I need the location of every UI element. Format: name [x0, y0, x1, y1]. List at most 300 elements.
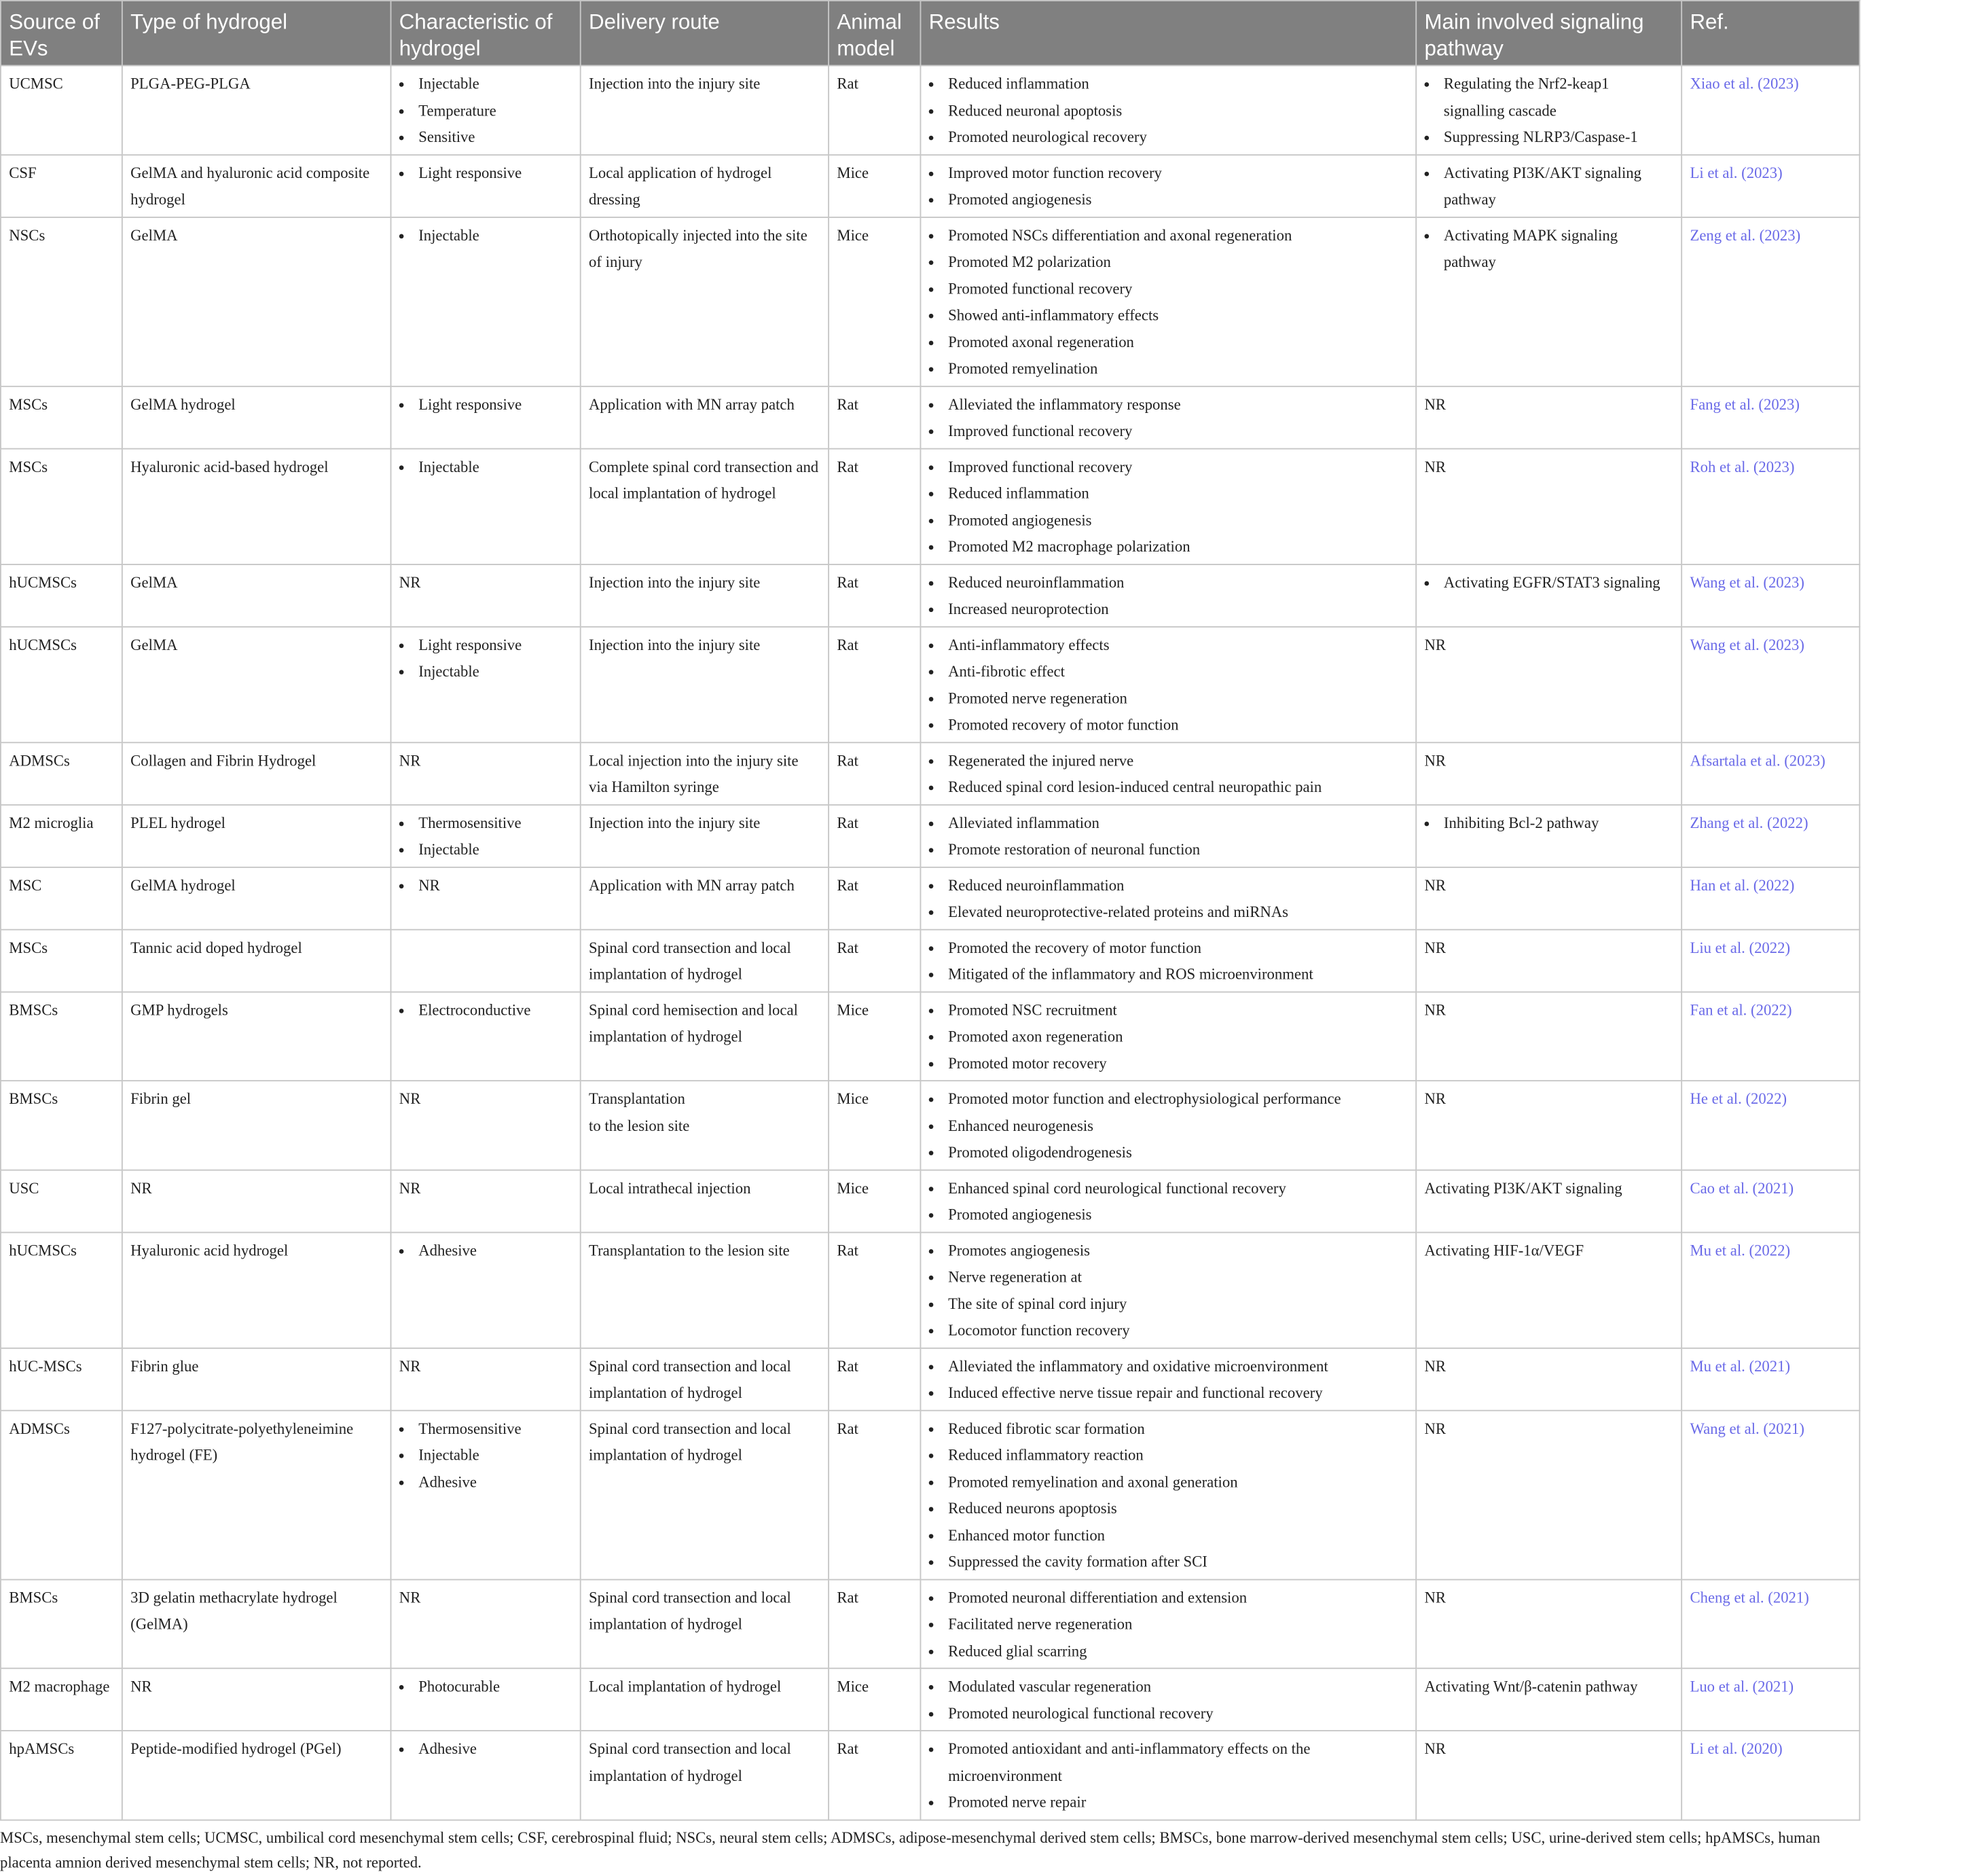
header-ref: Ref. — [1681, 1, 1859, 66]
cell-route — [581, 1348, 829, 1410]
cell-ref: Xiao et al. (2023) — [1681, 66, 1859, 155]
cell-route-line: Injection into the injury site — [589, 636, 761, 654]
list-item: • Improved functional recovery — [942, 454, 1408, 481]
cell-pathway-list — [1425, 71, 1673, 151]
list-item: • Electroconductive — [412, 998, 572, 1024]
cell-hydrogel-line: GelMA — [130, 636, 178, 654]
cell-source: ADMSCs — [1, 742, 122, 805]
cell-hydrogel — [122, 448, 391, 564]
cell-animal: Rat — [829, 929, 920, 992]
cell-ref: Wang et al. (2023) — [1681, 626, 1859, 742]
cell-hydrogel — [122, 564, 391, 627]
cell-pathway — [1416, 867, 1681, 929]
list-item: • Alleviated the inflammatory response — [942, 392, 1408, 418]
list-item: • Reduced spinal cord lesion-induced central neuropathic pain — [942, 775, 1408, 801]
list-item: • Anti-fibrotic effect — [942, 659, 1408, 685]
header-source: Source of EVs — [1, 1, 122, 66]
cell-characteristic — [390, 626, 580, 742]
table-row — [1, 217, 1859, 386]
cell-animal: Mice — [829, 155, 920, 217]
table-row — [1, 386, 1859, 448]
cell-pathway-line: NR — [1424, 752, 1447, 770]
cell-characteristic — [390, 1170, 580, 1232]
list-item: • Injectable — [412, 1443, 572, 1469]
cell-route-line: Transplantation — [589, 1091, 685, 1108]
cell-ref: Luo et al. (2021) — [1681, 1668, 1859, 1731]
cell-pathway — [1416, 626, 1681, 742]
cell-route-line: Transplantation to the lesion site — [589, 1242, 790, 1259]
list-item: • Showed anti-inflammatory effects — [942, 303, 1408, 329]
cell-characteristic-list — [399, 1416, 572, 1496]
list-item: • Injectable — [412, 223, 572, 249]
cell-route — [581, 66, 829, 155]
cell-route-line: Local application of hydrogel dressing — [589, 164, 772, 209]
list-item: • Activating EGFR/STAT3 signaling — [1437, 570, 1673, 596]
list-item: • Promoted functional recovery — [942, 276, 1408, 303]
cell-route-line: Injection into the injury site — [589, 75, 761, 93]
cell-hydrogel — [122, 217, 391, 386]
cell-source: BMSCs — [1, 992, 122, 1081]
cell-results-list — [929, 71, 1408, 151]
cell-animal: Rat — [829, 564, 920, 627]
cell-results-list — [929, 1416, 1408, 1576]
cell-results — [920, 386, 1416, 448]
list-item: • Promoted remyelination — [942, 356, 1408, 382]
cell-source: MSC — [1, 867, 122, 929]
cell-pathway-line: Activating PI3K/AKT signaling — [1424, 1180, 1622, 1197]
cell-results — [920, 1731, 1416, 1820]
cell-hydrogel-line: 3D gelatin methacrylate hydrogel (GelMA) — [130, 1589, 338, 1634]
cell-pathway — [1416, 1579, 1681, 1668]
list-item: • Reduced neuroinflammation — [942, 873, 1408, 899]
cell-pathway-line: NR — [1424, 636, 1447, 654]
table-row — [1, 1081, 1859, 1170]
cell-results-list — [929, 1087, 1408, 1167]
cell-animal: Rat — [829, 1731, 920, 1820]
cell-source: hpAMSCs — [1, 1731, 122, 1820]
cell-ref: Roh et al. (2023) — [1681, 448, 1859, 564]
list-item: • Enhanced neurogenesis — [942, 1113, 1408, 1140]
list-item: • Promoted M2 macrophage polarization — [942, 535, 1408, 561]
cell-results — [920, 1232, 1416, 1348]
cell-results-list — [929, 632, 1408, 739]
cell-hydrogel — [122, 1081, 391, 1170]
cell-characteristic — [390, 1579, 580, 1668]
list-item: • Promoted M2 polarization — [942, 249, 1408, 276]
list-item: • Promoted angiogenesis — [942, 507, 1408, 534]
cell-pathway-line: NR — [1424, 1358, 1447, 1375]
cell-route-line: Complete spinal cord transection and local implantation of hydrogel — [589, 458, 819, 503]
cell-ref: Mu et al. (2022) — [1681, 1232, 1859, 1348]
cell-route — [581, 1232, 829, 1348]
cell-pathway — [1416, 1081, 1681, 1170]
cell-results-list — [929, 1674, 1408, 1728]
cell-hydrogel — [122, 66, 391, 155]
list-item: • Promoted antioxidant and anti-inflammatory effects on the microenvironment — [942, 1737, 1408, 1790]
list-item: • Light responsive — [412, 632, 572, 659]
cell-route — [581, 626, 829, 742]
header-route: Delivery route — [581, 1, 829, 66]
header-row — [1, 1, 1859, 66]
header-characteristic: Characteristic of hydrogel — [390, 1, 580, 66]
cell-characteristic — [390, 564, 580, 627]
cell-characteristic — [390, 867, 580, 929]
list-item: • Thermosensitive — [412, 1416, 572, 1443]
cell-source: MSCs — [1, 929, 122, 992]
list-item: • Suppressing NLRP3/Caspase-1 — [1437, 125, 1673, 151]
cell-pathway-line: NR — [1424, 1091, 1447, 1108]
cell-pathway-line: NR — [1424, 1589, 1447, 1606]
cell-characteristic — [390, 448, 580, 564]
cell-hydrogel-line: GelMA — [130, 227, 178, 245]
cell-results-list — [929, 1737, 1408, 1817]
cell-pathway — [1416, 564, 1681, 627]
cell-route-line: Injection into the injury site — [589, 574, 761, 592]
cell-characteristic — [390, 1731, 580, 1820]
cell-source: BMSCs — [1, 1579, 122, 1668]
list-item: • Promoted NSCs differentiation and axonal regeneration — [942, 223, 1408, 249]
cell-pathway — [1416, 1410, 1681, 1579]
cell-characteristic — [390, 217, 580, 386]
cell-characteristic — [390, 1232, 580, 1348]
cell-results — [920, 1348, 1416, 1410]
cell-pathway-list — [1425, 570, 1673, 596]
cell-results-list — [929, 1176, 1408, 1229]
list-item: • Reduced inflammatory reaction — [942, 1443, 1408, 1469]
cell-hydrogel-line: GelMA hydrogel — [130, 877, 236, 895]
cell-results — [920, 1410, 1416, 1579]
cell-pathway — [1416, 1232, 1681, 1348]
list-item: • Suppressed the cavity formation after SCI — [942, 1549, 1408, 1576]
cell-characteristic-list — [399, 1674, 572, 1701]
cell-hydrogel — [122, 1579, 391, 1668]
list-item: • Regulating the Nrf2-keap1 signalling cascade — [1437, 71, 1673, 125]
cell-route — [581, 448, 829, 564]
cell-route-line: Local injection into the injury site via Hamilton syringe — [589, 752, 799, 796]
cell-hydrogel-line: Fibrin glue — [130, 1358, 199, 1375]
cell-results — [920, 1579, 1416, 1668]
cell-source: ADMSCs — [1, 1410, 122, 1579]
list-item: • Reduced glial scarring — [942, 1638, 1408, 1665]
cell-results-list — [929, 454, 1408, 561]
cell-source: USC — [1, 1170, 122, 1232]
cell-route-line: Injection into the injury site — [589, 814, 761, 832]
cell-route-line: Local implantation of hydrogel — [589, 1678, 782, 1696]
cell-source: MSCs — [1, 386, 122, 448]
cell-results — [920, 217, 1416, 386]
cell-source: NSCs — [1, 217, 122, 386]
cell-route-line: Spinal cord transection and local implantation of hydrogel — [589, 1589, 791, 1634]
table-row — [1, 867, 1859, 929]
cell-route — [581, 1731, 829, 1820]
list-item: • Modulated vascular regeneration — [942, 1674, 1408, 1701]
cell-results-list — [929, 935, 1408, 989]
cell-animal: Mice — [829, 1081, 920, 1170]
cell-route — [581, 1170, 829, 1232]
cell-characteristic-list — [399, 454, 572, 481]
cell-pathway-line: NR — [1424, 939, 1447, 956]
cell-ref: Li et al. (2023) — [1681, 155, 1859, 217]
cell-animal: Mice — [829, 1170, 920, 1232]
cell-results — [920, 448, 1416, 564]
cell-route — [581, 805, 829, 867]
cell-pathway-line: Activating Wnt/β-catenin pathway — [1424, 1678, 1638, 1696]
list-item: • Light responsive — [412, 160, 572, 187]
cell-pathway — [1416, 1348, 1681, 1410]
cell-route-line: Application with MN array patch — [589, 396, 795, 414]
list-item: • Promoted neurological functional recovery — [942, 1701, 1408, 1727]
cell-hydrogel — [122, 1348, 391, 1410]
cell-results-list — [929, 223, 1408, 383]
cell-source: BMSCs — [1, 1081, 122, 1170]
cell-hydrogel — [122, 929, 391, 992]
cell-route-line: Orthotopically injected into the site of injury — [589, 227, 807, 271]
cell-hydrogel-line: PLEL hydrogel — [130, 814, 225, 832]
cell-route — [581, 992, 829, 1081]
cell-source: hUCMSCs — [1, 564, 122, 627]
cell-pathway — [1416, 1668, 1681, 1731]
cell-pathway-line: NR — [1424, 1002, 1447, 1019]
table-row — [1, 805, 1859, 867]
cell-hydrogel — [122, 155, 391, 217]
header-pathway: Main involved signaling pathway — [1416, 1, 1681, 66]
list-item: • Improved motor function recovery — [942, 160, 1408, 187]
cell-results — [920, 742, 1416, 805]
table-row — [1, 155, 1859, 217]
list-item: • Photocurable — [412, 1674, 572, 1701]
cell-animal: Mice — [829, 1668, 920, 1731]
cell-animal: Rat — [829, 805, 920, 867]
list-item: • Reduced neurons apoptosis — [942, 1496, 1408, 1523]
cell-hydrogel-line: GelMA and hyaluronic acid composite hydrogel — [130, 164, 370, 209]
list-item: • Injectable — [412, 837, 572, 863]
cell-route — [581, 1668, 829, 1731]
cell-results — [920, 1081, 1416, 1170]
cell-characteristic — [390, 992, 580, 1081]
cell-ref: He et al. (2022) — [1681, 1081, 1859, 1170]
cell-results-list — [929, 392, 1408, 446]
cell-ref: Han et al. (2022) — [1681, 867, 1859, 929]
list-item: • Increased neuroprotection — [942, 596, 1408, 623]
cell-characteristic-line: NR — [399, 1358, 421, 1375]
list-item: • Alleviated inflammation — [942, 810, 1408, 837]
table-row — [1, 992, 1859, 1081]
cell-animal: Rat — [829, 66, 920, 155]
table-row — [1, 66, 1859, 155]
list-item: • Regenerated the injured nerve — [942, 748, 1408, 774]
cell-pathway — [1416, 217, 1681, 386]
table-row — [1, 626, 1859, 742]
cell-results — [920, 1170, 1416, 1232]
table-row — [1, 1232, 1859, 1348]
cell-ref: Zhang et al. (2022) — [1681, 805, 1859, 867]
list-item: • Alleviated the inflammatory and oxidative microenvironment — [942, 1354, 1408, 1380]
cell-hydrogel-line: NR — [130, 1678, 152, 1696]
cell-characteristic-line: NR — [399, 1091, 421, 1108]
cell-results-list — [929, 998, 1408, 1078]
list-item: • Injectable — [412, 71, 572, 98]
cell-ref: Fang et al. (2023) — [1681, 386, 1859, 448]
cell-results — [920, 867, 1416, 929]
cell-pathway-line: NR — [1424, 458, 1447, 475]
cell-characteristic-line: NR — [399, 752, 421, 770]
cell-ref: Li et al. (2020) — [1681, 1731, 1859, 1820]
cell-results — [920, 155, 1416, 217]
cell-hydrogel — [122, 805, 391, 867]
list-item: • Injectable — [412, 454, 572, 481]
cell-pathway — [1416, 155, 1681, 217]
list-item: • Improved functional recovery — [942, 418, 1408, 445]
list-item: • Injectable — [412, 659, 572, 685]
list-item: • Reduced inflammation — [942, 481, 1408, 507]
list-item: • Sensitive — [412, 125, 572, 151]
cell-ref: Wang et al. (2021) — [1681, 1410, 1859, 1579]
cell-pathway — [1416, 929, 1681, 992]
cell-results — [920, 992, 1416, 1081]
list-item: • Nerve regeneration at — [942, 1265, 1408, 1291]
list-item: • Light responsive — [412, 392, 572, 418]
cell-hydrogel — [122, 626, 391, 742]
cell-pathway — [1416, 66, 1681, 155]
cell-results-list — [929, 1354, 1408, 1407]
cell-hydrogel — [122, 1731, 391, 1820]
cell-results-list — [929, 570, 1408, 624]
cell-hydrogel-line: GelMA — [130, 574, 178, 592]
cell-characteristic-list — [399, 632, 572, 686]
header-results: Results — [920, 1, 1416, 66]
list-item: • Promotes angiogenesis — [942, 1238, 1408, 1265]
cell-ref: Mu et al. (2021) — [1681, 1348, 1859, 1410]
list-item: • Promoted motor recovery — [942, 1051, 1408, 1077]
cell-pathway-list — [1425, 810, 1673, 837]
list-item: • Enhanced motor function — [942, 1523, 1408, 1549]
cell-characteristic — [390, 386, 580, 448]
list-item: • Adhesive — [412, 1737, 572, 1763]
cell-ref: Zeng et al. (2023) — [1681, 217, 1859, 386]
cell-characteristic-list — [399, 223, 572, 249]
cell-results-list — [929, 1238, 1408, 1345]
list-item: • Elevated neuroprotective-related proteins and miRNAs — [942, 899, 1408, 926]
cell-animal: Mice — [829, 992, 920, 1081]
cell-route — [581, 564, 829, 627]
cell-characteristic — [390, 1081, 580, 1170]
list-item: • Promoted oligodendrogenesis — [942, 1140, 1408, 1166]
table-row — [1, 1668, 1859, 1731]
list-item: • Promoted angiogenesis — [942, 187, 1408, 213]
cell-ref: Wang et al. (2023) — [1681, 564, 1859, 627]
cell-results — [920, 1668, 1416, 1731]
cell-route — [581, 217, 829, 386]
cell-hydrogel — [122, 1410, 391, 1579]
cell-pathway — [1416, 1731, 1681, 1820]
cell-hydrogel — [122, 742, 391, 805]
cell-characteristic — [390, 1410, 580, 1579]
cell-route — [581, 929, 829, 992]
list-item: • The site of spinal cord injury — [942, 1291, 1408, 1318]
cell-pathway-line: Activating HIF-1α/VEGF — [1424, 1242, 1584, 1259]
table-row — [1, 1170, 1859, 1232]
cell-characteristic — [390, 742, 580, 805]
cell-characteristic-list — [399, 71, 572, 151]
cell-source: MSCs — [1, 448, 122, 564]
list-item: • Facilitated nerve regeneration — [942, 1612, 1408, 1638]
cell-animal: Rat — [829, 448, 920, 564]
cell-pathway — [1416, 448, 1681, 564]
cell-characteristic-list — [399, 810, 572, 864]
cell-characteristic — [390, 1668, 580, 1731]
cell-hydrogel — [122, 992, 391, 1081]
cell-animal: Rat — [829, 1579, 920, 1668]
cell-source: hUCMSCs — [1, 626, 122, 742]
cell-hydrogel — [122, 386, 391, 448]
cell-characteristic — [390, 155, 580, 217]
cell-characteristic-list — [399, 1737, 572, 1763]
cell-pathway-line: NR — [1424, 396, 1447, 414]
cell-route — [581, 1579, 829, 1668]
cell-source: hUCMSCs — [1, 1232, 122, 1348]
cell-ref: Cheng et al. (2021) — [1681, 1579, 1859, 1668]
list-item: • Promoted nerve regeneration — [942, 685, 1408, 712]
cell-characteristic-list — [399, 1238, 572, 1265]
list-item: • Locomotor function recovery — [942, 1318, 1408, 1344]
list-item: • Inhibiting Bcl-2 pathway — [1437, 810, 1673, 837]
cell-animal: Mice — [829, 217, 920, 386]
cell-characteristic — [390, 1348, 580, 1410]
list-item: • Activating MAPK signaling pathway — [1437, 223, 1673, 276]
cell-results-list — [929, 748, 1408, 801]
cell-characteristic-line: NR — [399, 574, 421, 592]
header-animal: Animal model — [829, 1, 920, 66]
cell-hydrogel-line: Hyaluronic acid-based hydrogel — [130, 458, 329, 475]
cell-results — [920, 929, 1416, 992]
cell-characteristic-list — [399, 873, 572, 899]
list-item: • Enhanced spinal cord neurological functional recovery — [942, 1176, 1408, 1202]
cell-hydrogel-line: NR — [130, 1180, 152, 1197]
list-item: • Induced effective nerve tissue repair and functional recovery — [942, 1380, 1408, 1407]
cell-route — [581, 742, 829, 805]
cell-hydrogel-line: GelMA hydrogel — [130, 396, 236, 414]
cell-hydrogel-line: Collagen and Fibrin Hydrogel — [130, 752, 316, 770]
cell-results-list — [929, 873, 1408, 926]
cell-source: CSF — [1, 155, 122, 217]
cell-pathway-line: NR — [1424, 1741, 1447, 1758]
list-item: • NR — [412, 873, 572, 899]
cell-source: UCMSC — [1, 66, 122, 155]
list-item: • Adhesive — [412, 1238, 572, 1265]
list-item: • Promoted recovery of motor function — [942, 712, 1408, 739]
cell-ref: Cao et al. (2021) — [1681, 1170, 1859, 1232]
cell-route-line: to the lesion site — [589, 1117, 690, 1135]
list-item: • Promoted angiogenesis — [942, 1202, 1408, 1229]
list-item: • Promoted neuronal differentiation and extension — [942, 1585, 1408, 1612]
cell-animal: Rat — [829, 1348, 920, 1410]
cell-pathway — [1416, 386, 1681, 448]
table-footnote: MSCs, mesenchymal stem cells; UCMSC, umbilical cord mesenchymal stem cells; CSF, cerebrospinal fluid; NSCs, neural stem cells; ADMSCs, adipose-mesenchymal derived stem cells; BMSCs, bone marrow-derived mesenchymal stem cells; USC, urine-derived stem cells; hpAMSCs, human placenta amnion derived mesenchymal stem cells; NR, not reported. — [0, 1829, 1821, 1871]
list-item: • Promoted the recovery of motor function — [942, 935, 1408, 962]
cell-animal: Rat — [829, 742, 920, 805]
list-item: • Promoted remyelination and axonal generation — [942, 1469, 1408, 1496]
cell-pathway — [1416, 742, 1681, 805]
cell-pathway-list — [1425, 223, 1673, 276]
cell-hydrogel — [122, 1232, 391, 1348]
cell-route — [581, 1410, 829, 1579]
cell-route-line: Application with MN array patch — [589, 877, 795, 895]
list-item: • Temperature — [412, 98, 572, 124]
cell-hydrogel-line: PLGA-PEG-PLGA — [130, 75, 251, 93]
cell-animal: Rat — [829, 1232, 920, 1348]
table-row — [1, 1348, 1859, 1410]
list-item: • Reduced neuroinflammation — [942, 570, 1408, 596]
